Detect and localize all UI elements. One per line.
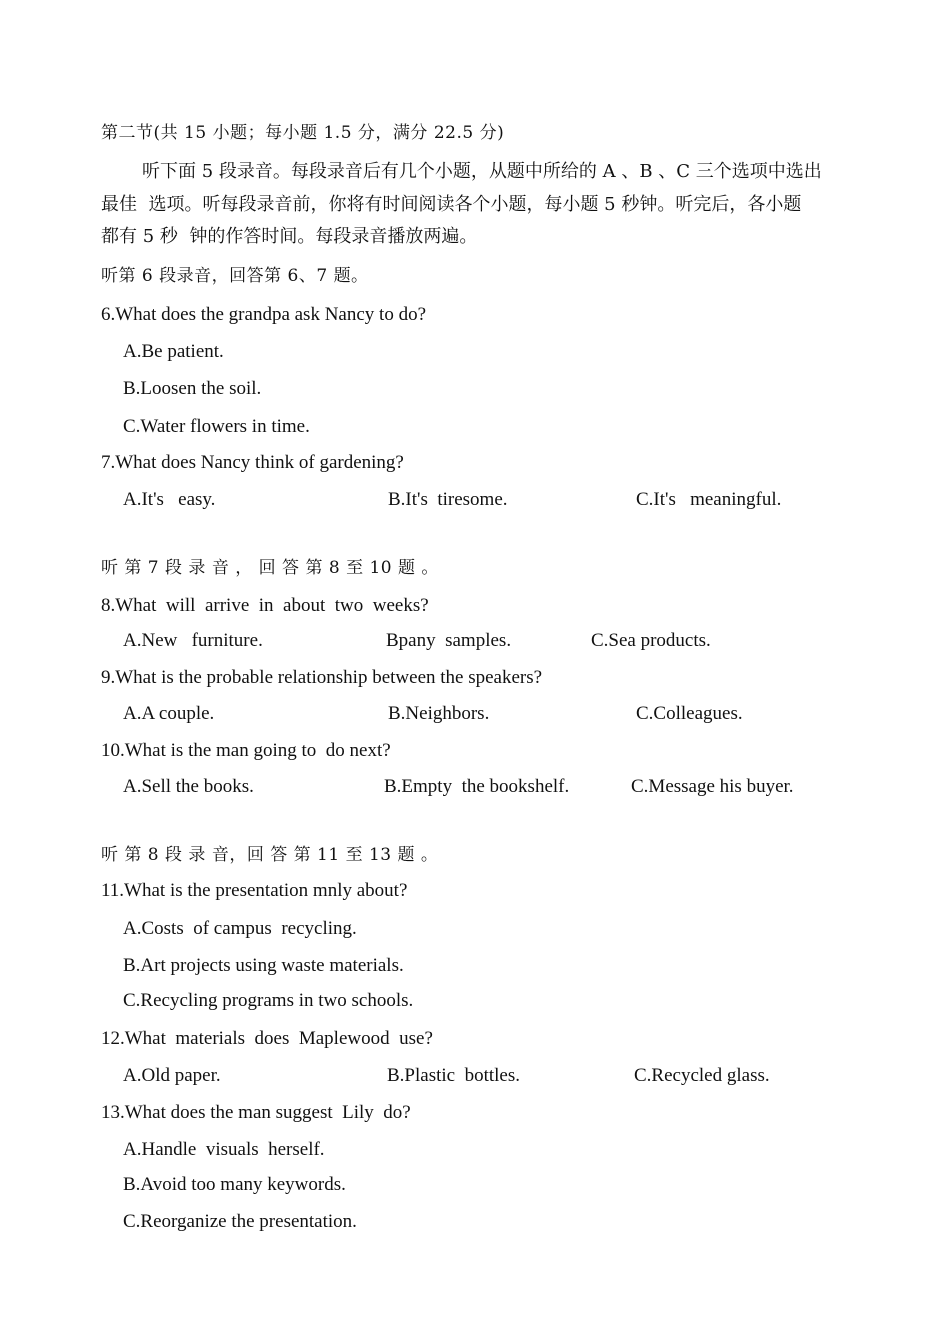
option-a: A.Handle visuals herself. (123, 1139, 325, 1160)
option-b: B.Art projects using waste materials. (123, 955, 404, 976)
question-stem: 12.What materials does Maplewood use? (101, 1028, 433, 1049)
option-c: C.Water flowers in time. (123, 416, 310, 437)
question-stem: 6.What does the grandpa ask Nancy to do? (101, 304, 427, 325)
option-c: C.Recycled glass. (634, 1065, 770, 1086)
question-stem: 10.What is the man going to do next? (101, 740, 391, 761)
question-stem: 9.What is the probable relationship between the speakers? (101, 667, 543, 688)
section-header: 第二节(共 15 小题；每小题 1.5 分，满分 22.5 分) (101, 123, 505, 143)
option-c: C.Recycling programs in two schools. (123, 990, 414, 1011)
part-heading: 听 第 8 段 录 音，回 答 第 11 至 13 题 。 (101, 845, 439, 865)
option-b: Bpany samples. (386, 630, 512, 651)
option-c: C.Sea products. (591, 630, 711, 651)
instructions-line-3: 都有 5 秒 钟的作答时间。每段录音播放两遍。 (101, 226, 478, 247)
part-heading: 听第 6 段录音，回答第 6、7 题。 (101, 266, 369, 286)
instructions-line-1: 听下面 5 段录音。每段录音后有几个小题，从题中所给的 A 、B 、C 三个选项中选出 (142, 161, 822, 182)
question-stem: 7.What does Nancy think of gardening? (101, 452, 404, 473)
part-heading: 听 第 7 段 录 音 ， 回 答 第 8 至 10 题 。 (101, 558, 439, 578)
question-stem: 11.What is the presentation mnly about? (101, 880, 408, 901)
option-b: B.It's tiresome. (388, 489, 508, 510)
option-a: A.New furniture. (123, 630, 263, 651)
option-a: A.Costs of campus recycling. (123, 918, 357, 939)
option-a: A.Sell the books. (123, 776, 254, 797)
question-stem: 13.What does the man suggest Lily do? (101, 1102, 411, 1123)
option-a: A.Old paper. (123, 1065, 221, 1086)
option-b: B.Avoid too many keywords. (123, 1174, 346, 1195)
question-stem: 8.What will arrive in about two weeks? (101, 595, 429, 616)
option-b: B.Empty the bookshelf. (384, 776, 570, 797)
option-a: A.It's easy. (123, 489, 216, 510)
option-c: C.Reorganize the presentation. (123, 1211, 357, 1232)
option-b: B.Loosen the soil. (123, 378, 262, 399)
instructions-line-2: 最佳 选项。听每段录音前，你将有时间阅读各个小题，每小题 5 秒钟。听完后，各小题 (101, 194, 802, 215)
option-a: A.Be patient. (123, 341, 224, 362)
option-c: C.Colleagues. (636, 703, 743, 724)
option-b: B.Neighbors. (388, 703, 490, 724)
option-c: C.Message his buyer. (631, 776, 794, 797)
option-a: A.A couple. (123, 703, 215, 724)
option-b: B.Plastic bottles. (387, 1065, 520, 1086)
option-c: C.It's meaningful. (636, 489, 782, 510)
